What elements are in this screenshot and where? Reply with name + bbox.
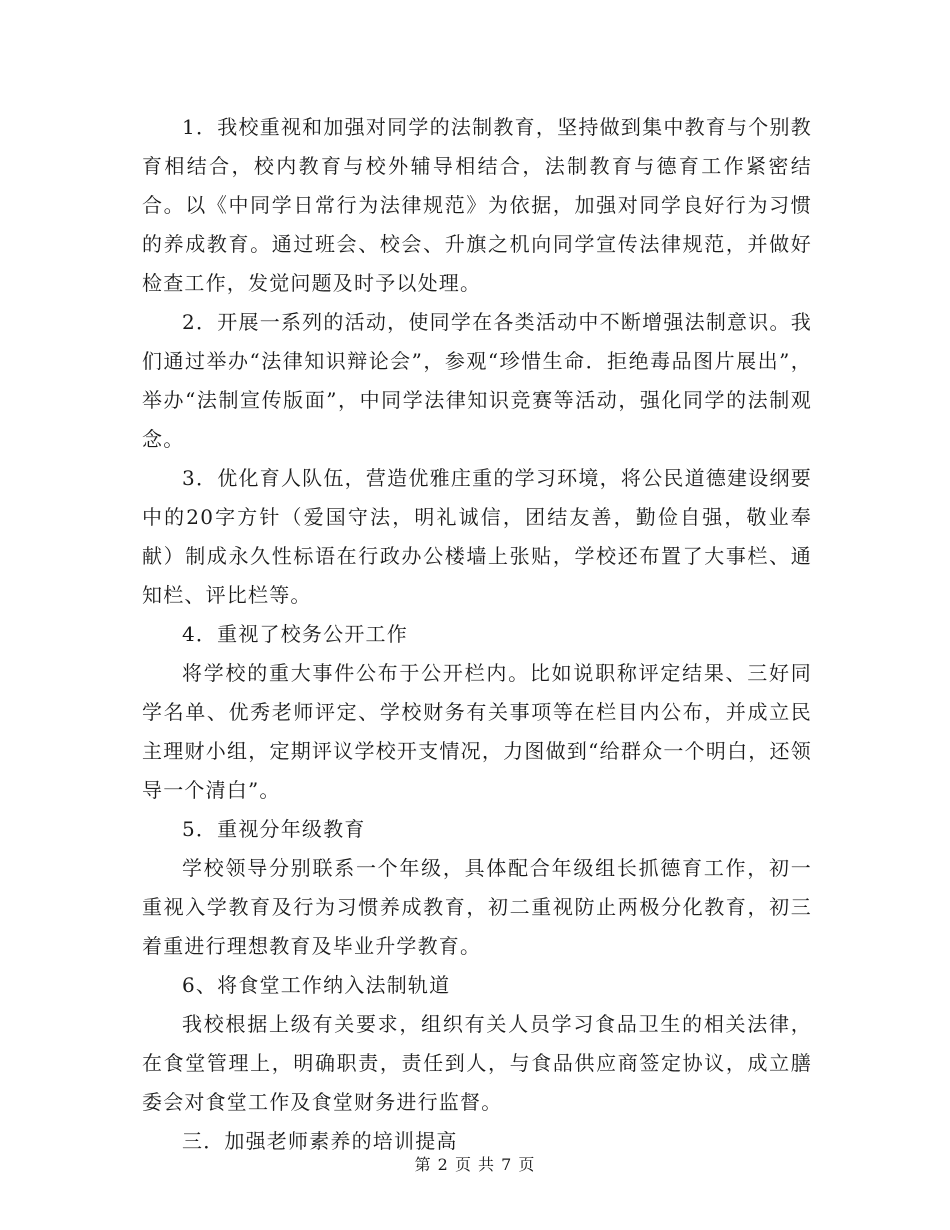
paragraph-activities: 2．开展一系列的活动，使同学在各类活动中不断增强法制意识。我们通过举办“法律知识辩论会”，参观“珍惜生命．拒绝毒品图片展出”，举办“法制宣传版面”，中同学法律知识竞赛等活动，强化同学的法制观念。: [142, 310, 812, 451]
document-body: [142, 108, 812, 1161]
heading-school-affairs: 4．重视了校务公开工作: [182, 622, 408, 646]
paragraph-legal-education: 1．我校重视和加强对同学的法制教育，坚持做到集中教育与个别教育相结合，校内教育与校外辅导相结合，法制教育与德育工作紧密结合。以《中同学日常行为法律规范》为依据，加强对同学良好行为习惯的养成教育。通过班会、校会、升旗之机向同学宣传法律规范，并做好检查工作，发觉问题及时予以处理。: [142, 115, 812, 295]
heading-teacher-training: 三．加强老师素养的培训提高: [182, 1129, 458, 1153]
paragraph-staff-environment: 3．优化育人队伍，营造优雅庄重的学习环境，将公民道德建设纲要中的20字方针（爱国守法，明礼诚信，团结友善，勤俭自强，敬业奉献）制成永久性标语在行政办公楼墙上张贴，学校还布置了大事栏、通知栏、评比栏等。: [142, 466, 812, 607]
heading-grade-education: 5．重视分年级教育: [182, 817, 366, 841]
heading-canteen: 6、将食堂工作纳入法制轨道: [182, 973, 451, 997]
paragraph-canteen: 我校根据上级有关要求，组织有关人员学习食品卫生的相关法律，在食堂管理上，明确职责，责任到人，与食品供应商签定协议，成立膳委会对食堂工作及食堂财务进行监督。: [142, 1012, 812, 1114]
page-number-footer: 第 2 页 共 7 页: [414, 1155, 536, 1174]
paragraph-grade-education: 学校领导分别联系一个年级，具体配合年级组长抓德育工作，初一重视入学教育及行为习惯养成教育，初二重视防止两极分化教育，初三着重进行理想教育及毕业升学教育。: [142, 856, 812, 958]
paragraph-school-affairs: 将学校的重大事件公布于公开栏内。比如说职称评定结果、三好同学名单、优秀老师评定、学校财务有关事项等在栏目内公布，并成立民主理财小组，定期评议学校开支情况，力图做到“给群众一个明白，还领导一个清白”。: [142, 661, 812, 802]
